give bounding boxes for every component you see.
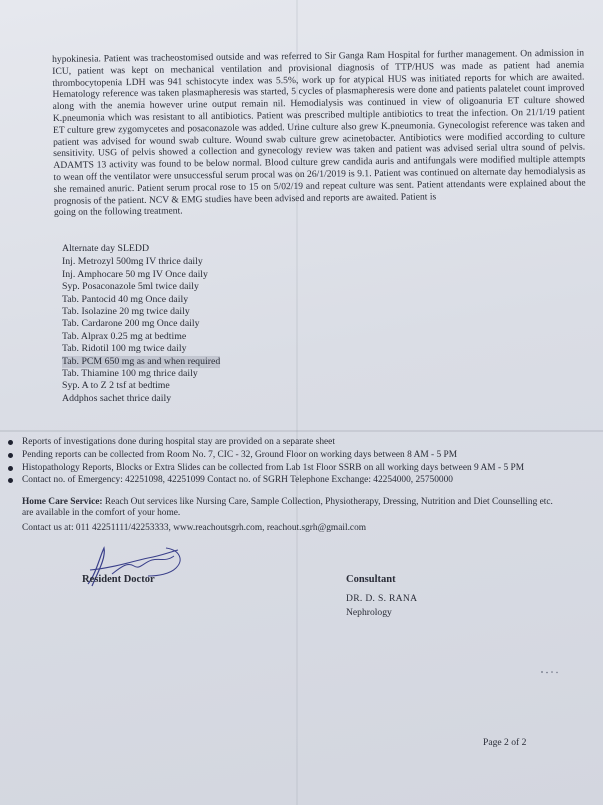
home-care-label: Home Care Service: xyxy=(22,497,103,507)
contact-info: Contact us at: 011 42251111/42253333, www.reachoutsgrh.com, reachout.sgrh@gmail.com xyxy=(22,522,367,533)
medication-item: Tab. Isolazine 20 mg twice daily xyxy=(62,306,190,318)
medication-item: Tab. Ridotil 100 mg twice daily xyxy=(62,343,187,355)
discharge-notes xyxy=(8,436,600,487)
home-care-text: Reach Out services like Nursing Care, Sample Collection, Physiotherapy, Dressing, Nutrition and Diet Counselling etc. are available in the comfort of your home. xyxy=(22,497,553,519)
page-number: Page 2 of 2 xyxy=(483,737,527,748)
medication-item: Tab. Thiamine 100 mg thrice daily xyxy=(62,368,198,380)
bullet-icon xyxy=(8,466,13,471)
treatment-list xyxy=(62,243,220,405)
medication-item: Inj. Metrozyl 500mg IV thrice daily xyxy=(62,256,203,268)
note-text: Contact no. of Emergency: 42251098, 42251099 Contact no. of SGRH Telephone Exchange: 42254000, 25750000 xyxy=(22,475,453,486)
medication-item: Syp. A to Z 2 tsf at bedtime xyxy=(62,380,170,392)
consultant-label: Consultant xyxy=(346,574,396,585)
consultant-department: Nephrology xyxy=(346,607,392,618)
medication-item: Inj. Amphocare 50 mg IV Once daily xyxy=(62,268,208,280)
note-text: Histopathology Reports, Blocks or Extra Slides can be collected from Lab 1st Floor SSRB on all working days between 9 AM - 5 PM xyxy=(22,462,525,473)
medication-item: Addphos sachet thrice daily xyxy=(62,392,172,404)
treatment-title: Alternate day SLEDD xyxy=(62,243,150,254)
clinical-summary-text: hypokinesia. Patient was tracheostomised outside and was referred to Sir Ganga Ram Hospital for further management. On admission in ICU, patient was kept on mechanical ventilation and provisional diagnosis of TTP/HUS was made as patient had anemia thrombocytopenia LDH was 941 schistocyte index was 5.5%, work up for atypical HUS was initiated reports for which are awaited. Hematology reference was taken plasmapheresis was started, 5 cycles of plasmapheresis were done and patients palatelet count improved along with the anemia however urine output remain nil. Hemodialysis was continued in view of oligoanuria ET culture showed K.pneumonia which was resistant to all antibiotics. Patient was prescribed multiple antibiotics to treat the infection. On 21/1/19 patient ET culture grew zygomycetes and posaconazole was added. Urine culture also grew K.pneumonia. Gynecologist reference was taken and patient was advised for wound swab culture. Wound swab culture grew acinetobacter. Antibiotics were modified according to culture sensitivity. USG of pelvis showed a collection and gynecology review was taken and patient was advised serial ultra sound of pelvis. ADAMTS 13 activity was found to be below normal. Blood culture grew candida auris and antifungals were modified multiple attempts to wean off the ventilator were unsuccessful serum procal was on 26/1/2019 is 9.1. Patient was continued on alternate day hemodialysis as she remained anuric. Patient serum procal rose to 15 on 5/02/19 and repeat culture was sent. Patient attendants were explained about the prognosis of the patient. NCV & EMG studies have been advised and reports are awaited. Patient is xyxy=(52,47,586,207)
paper-fold-horizontal xyxy=(0,430,603,432)
note-item xyxy=(8,449,600,462)
consultant-name: DR. D. S. RANA xyxy=(346,593,418,604)
note-item xyxy=(8,436,600,449)
note-item xyxy=(8,462,600,475)
ink-smudge xyxy=(538,668,562,676)
treatment-intro: going on the following treatment. xyxy=(53,205,183,219)
medication-item: Tab. Alprax 0.25 mg at bedtime xyxy=(62,330,187,342)
clinical-summary xyxy=(52,48,586,220)
bullet-icon xyxy=(8,478,13,483)
resident-doctor-label: Resident Doctor xyxy=(82,574,155,585)
medication-item: Tab. PCM 650 mg as and when required xyxy=(62,355,221,367)
note-text: Reports of investigations done during hospital stay are provided on a separate sheet xyxy=(22,437,335,447)
medication-item: Tab. Pantocid 40 mg Once daily xyxy=(62,293,189,305)
bullet-icon xyxy=(8,440,13,445)
note-item xyxy=(8,474,600,487)
medication-item: Syp. Posaconazole 5ml twice daily xyxy=(62,281,199,293)
medication-item: Tab. Cardarone 200 mg Once daily xyxy=(62,318,200,330)
home-care-section xyxy=(22,497,562,534)
bullet-icon xyxy=(8,453,13,458)
note-text: Pending reports can be collected from Room No. 7, CIC - 32, Ground Floor on working days between 8 AM - 5 PM xyxy=(22,449,458,460)
